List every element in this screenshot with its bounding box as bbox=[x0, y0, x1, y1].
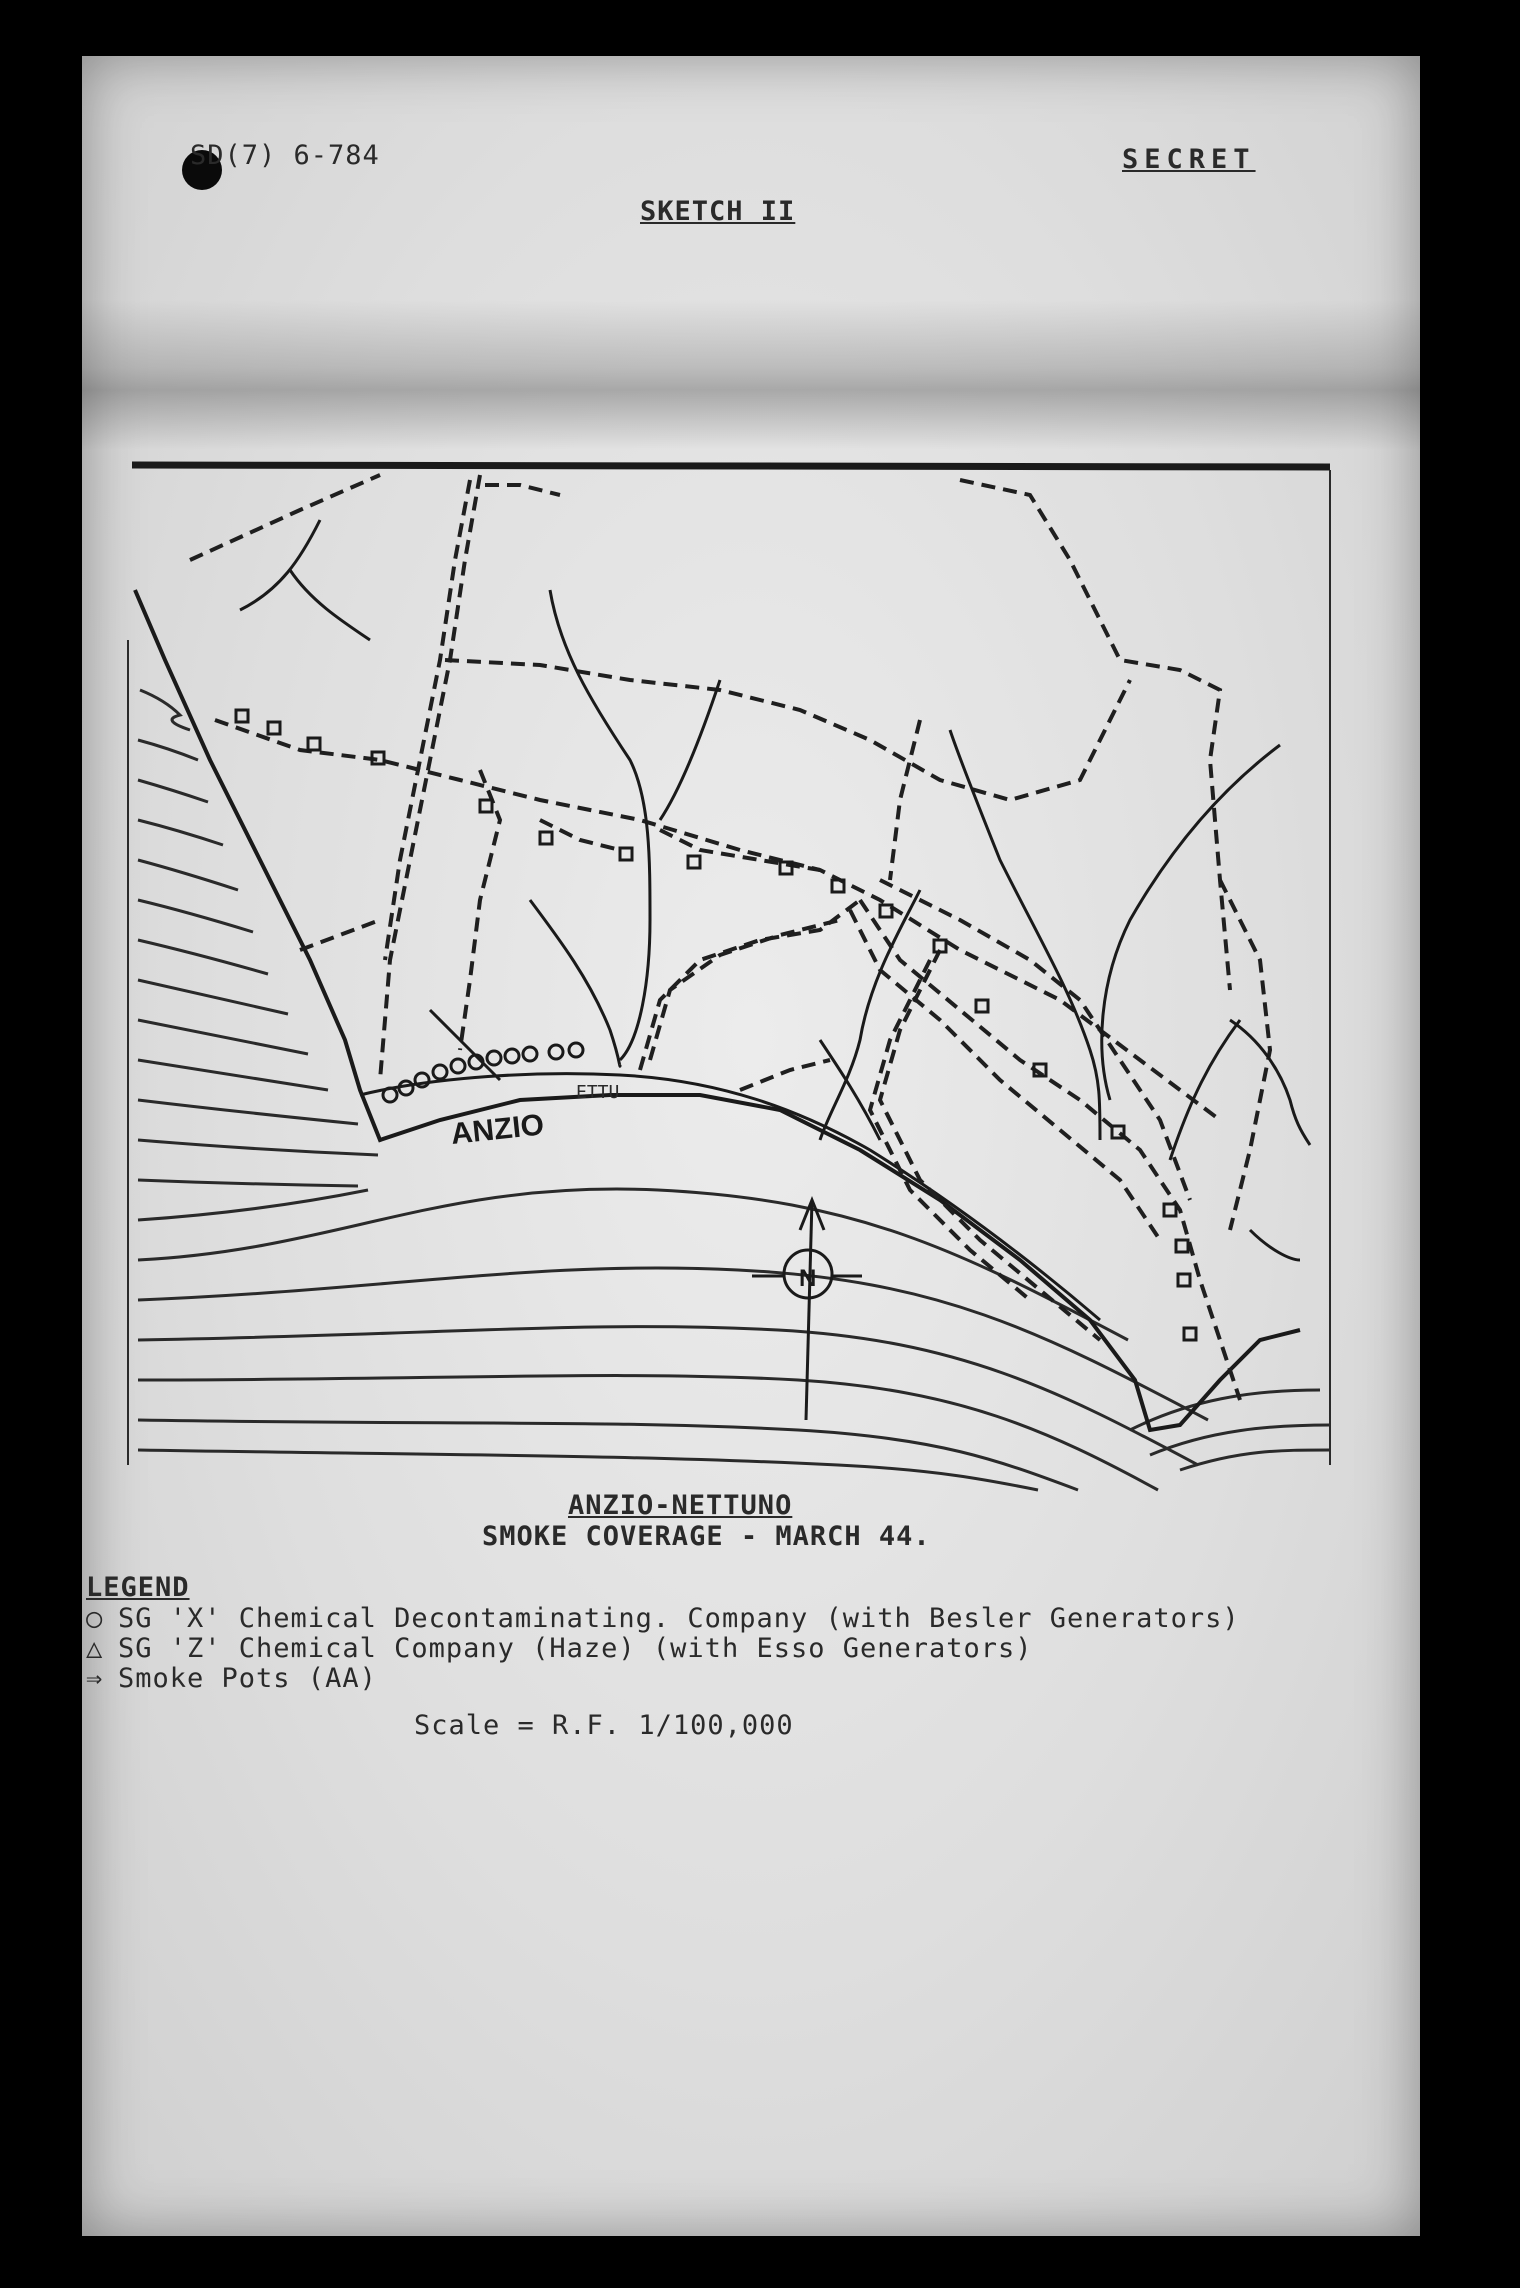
classification-marking: SECRET bbox=[1122, 144, 1256, 175]
nettuno-partial-label: ETTU bbox=[576, 1082, 620, 1103]
arrow-symbol-icon: ⇒ bbox=[86, 1663, 104, 1694]
roads bbox=[190, 475, 1270, 1400]
north-arrow bbox=[752, 1200, 862, 1420]
circle-symbol-icon: ○ bbox=[86, 1603, 104, 1634]
map-scale: Scale = R.F. 1/100,000 bbox=[414, 1710, 794, 1741]
smoke-generator-markers bbox=[236, 710, 1196, 1340]
map-caption-subtitle: SMOKE COVERAGE - MARCH 44. bbox=[482, 1521, 931, 1552]
legend-item-text: SG 'X' Chemical Decontaminating. Company (with Besler Generators) bbox=[118, 1603, 1240, 1634]
rivers bbox=[240, 520, 1310, 1260]
sea-hatching bbox=[138, 690, 1330, 1490]
triangle-symbol-icon: △ bbox=[86, 1633, 104, 1664]
map-top-border bbox=[132, 465, 1330, 467]
document-number: SD(7) 6-784 bbox=[190, 140, 380, 171]
legend-item-text: Smoke Pots (AA) bbox=[118, 1663, 377, 1694]
anzio-label: ANZIO bbox=[449, 1108, 546, 1151]
legend-item bbox=[86, 1603, 1240, 1634]
legend-item-text: SG 'Z' Chemical Company (Haze) (with Esso Generators) bbox=[118, 1633, 1033, 1664]
map-caption-place: ANZIO-NETTUNO bbox=[568, 1490, 793, 1521]
sketch-title: SKETCH II bbox=[640, 196, 796, 227]
coastline bbox=[135, 590, 1300, 1430]
legend-item bbox=[86, 1633, 1033, 1664]
legend-heading: LEGEND bbox=[86, 1572, 190, 1603]
legend-item bbox=[86, 1663, 377, 1694]
north-marker-label: N bbox=[799, 1265, 817, 1292]
